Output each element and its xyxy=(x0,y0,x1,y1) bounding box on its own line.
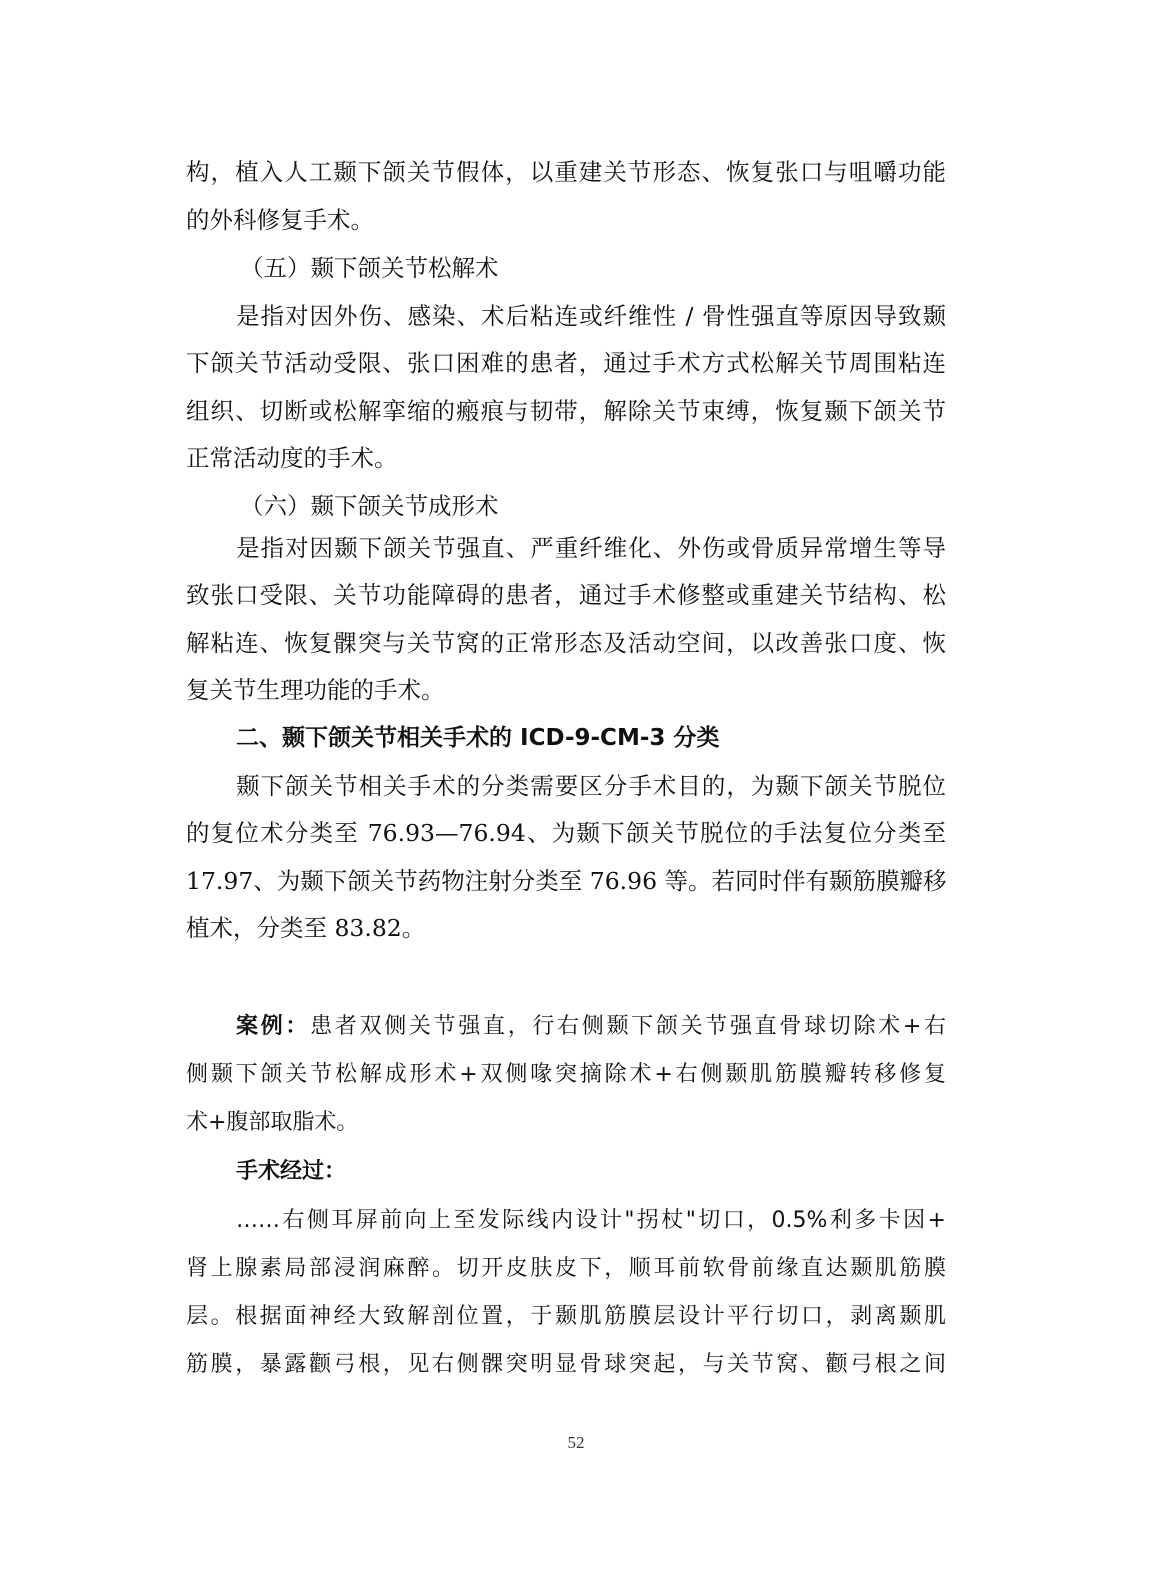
case-intro-line xyxy=(236,1010,946,1044)
case-text: 患者双侧关节强直，行右侧颞下颌关节强直骨球切除术+右 xyxy=(310,1014,946,1039)
paragraph-line: 致张口受限、关节功能障碍的患者，通过手术修整或重建关节结构、松 xyxy=(186,581,946,609)
paragraph-line: 植术，分类至 83.82。 xyxy=(186,914,426,942)
paragraph-line: 是指对因外伤、感染、术后粘连或纤维性 / 骨性强直等原因导致颞 xyxy=(236,302,946,330)
paragraph-line: 是指对因颞下颌关节强直、严重纤维化、外伤或骨质异常增生等导 xyxy=(236,534,946,562)
paragraph-line: 正常活动度的手术。 xyxy=(186,444,398,472)
paragraph-line: 构，植入人工颞下颌关节假体，以重建关节形态、恢复张口与咀嚼功能 xyxy=(186,158,946,186)
paragraph-line: 解粘连、恢复髁突与关节窝的正常形态及活动空间，以改善张口度、恢 xyxy=(186,629,946,657)
procedure-heading: 手术经过： xyxy=(236,1159,347,1184)
paragraph-line: 的外科修复手术。 xyxy=(186,206,374,234)
procedure-line: 肾上腺素局部浸润麻醉。切开皮肤皮下，顺耳前软骨前缘直达颞肌筋膜 xyxy=(186,1256,946,1281)
part-heading: 二、颞下颌关节相关手术的 ICD-9-CM-3 分类 xyxy=(236,725,720,751)
case-label: 案例： xyxy=(236,1014,311,1039)
case-line: 侧颞下颌关节松解成形术+双侧喙突摘除术+右侧颞肌筋膜瓣转移修复 xyxy=(186,1062,946,1087)
case-line: 术+腹部取脂术。 xyxy=(186,1110,359,1135)
paragraph-line: 下颌关节活动受限、张口困难的患者，通过手术方式松解关节周围粘连 xyxy=(186,349,946,377)
paragraph-line: 组织、切断或松解挛缩的瘢痕与韧带，解除关节束缚，恢复颞下颌关节 xyxy=(186,397,946,425)
paragraph-line: 复关节生理功能的手术。 xyxy=(186,676,445,704)
section-heading: （五）颞下颌关节松解术 xyxy=(240,254,499,282)
procedure-line: ……右侧耳屏前向上至发际线内设计"拐杖"切口，0.5%利多卡因+ xyxy=(236,1208,946,1233)
section-heading: （六）颞下颌关节成形术 xyxy=(240,492,499,520)
paragraph-line: 17.97、为颞下颌关节药物注射分类至 76.96 等。若同时伴有颞筋膜瓣移 xyxy=(186,867,946,895)
procedure-line: 层。根据面神经大致解剖位置，于颞肌筋膜层设计平行切口，剥离颞肌 xyxy=(186,1304,946,1329)
paragraph-line: 颞下颌关节相关手术的分类需要区分手术目的，为颞下颌关节脱位 xyxy=(236,772,946,800)
paragraph-line: 的复位术分类至 76.93—76.94、为颞下颌关节脱位的手法复位分类至 xyxy=(186,819,946,847)
procedure-line: 筋膜，暴露颧弓根，见右侧髁突明显骨球突起，与关节窝、颧弓根之间 xyxy=(186,1352,946,1377)
page-number: 52 xyxy=(567,1433,585,1452)
